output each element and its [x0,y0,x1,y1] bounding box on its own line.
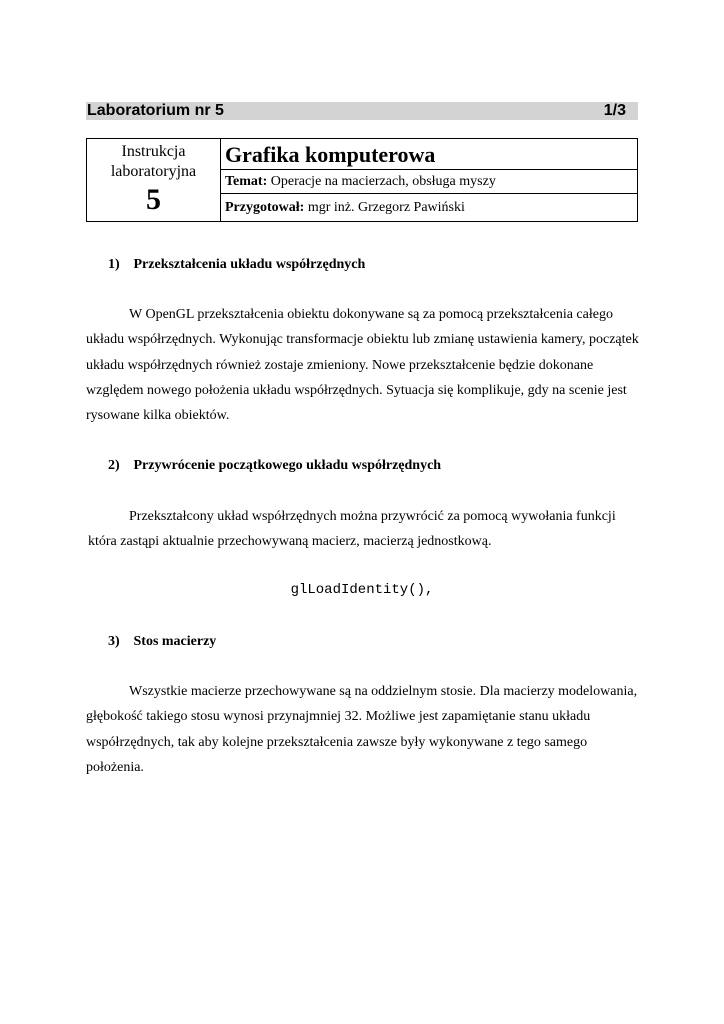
author-row [221,194,637,221]
instruction-cell [87,139,221,221]
topic-value: Operacje na macierzach, obsługa myszy [270,174,496,189]
page-number: 1/3 [603,102,626,119]
section-title: Przywrócenie początkowego układu współrzędnych [133,458,442,473]
section-number: 1) [108,257,120,272]
info-details [221,139,637,221]
lab-title: Laboratorium nr 5 [87,102,224,119]
author-value: mgr inż. Grzegorz Pawiński [307,200,465,215]
section-number: 2) [108,458,120,473]
section-heading [108,458,441,474]
section-heading [108,634,216,650]
section-heading [108,257,365,273]
paragraph-text: Wszystkie macierze przechowywane są na oddzielnym stosie. Dla macierzy modelowania, głębokość takiego stosu wynosi przynajmniej 32. Możliwe jest zapamiętanie stanu układu współrzędnych, tak aby kolejne przekształcenia zawsze były wykonywane z tego samego położenia. [86,684,638,775]
topic-row [221,170,637,194]
section-number: 3) [108,634,120,649]
author-label: Przygotował: [225,200,305,215]
code-snippet: glLoadIdentity(), [290,582,434,598]
info-table [86,138,638,222]
course-title: Grafika komputerowa [221,139,637,170]
paragraph-text: W OpenGL przekształcenia obiektu dokonywane są za pomocą przekształcenia całego układu współrzędnych. Wykonując transformacje obiektu lub zmianę ustawienia kamery, początek układu współrzędnych również zostaje zmieniony. Nowe przekształcenie będzie dokonane względem nowego położenia układu współrzędnych. Sytuacja się komplikuje, gdy na scenie jest rysowane kilka obiektów. [86,307,639,424]
section-title: Przekształcenia układu współrzędnych [133,257,366,272]
section-paragraph [86,679,646,780]
page-header [86,102,638,120]
lab-number: 5 [146,183,161,216]
section-title: Stos macierzy [133,634,217,649]
instruction-label: Instrukcja laboratoryjna [110,143,197,180]
topic-label: Temat: [225,174,268,189]
paragraph-text: Przekształcony układ współrzędnych można przywrócić za pomocą wywołania funkcji która zastąpi aktualnie przechowywaną macierz, macierzą jednostkową. [88,509,616,550]
section-paragraph [86,302,646,428]
section-paragraph [88,504,644,555]
